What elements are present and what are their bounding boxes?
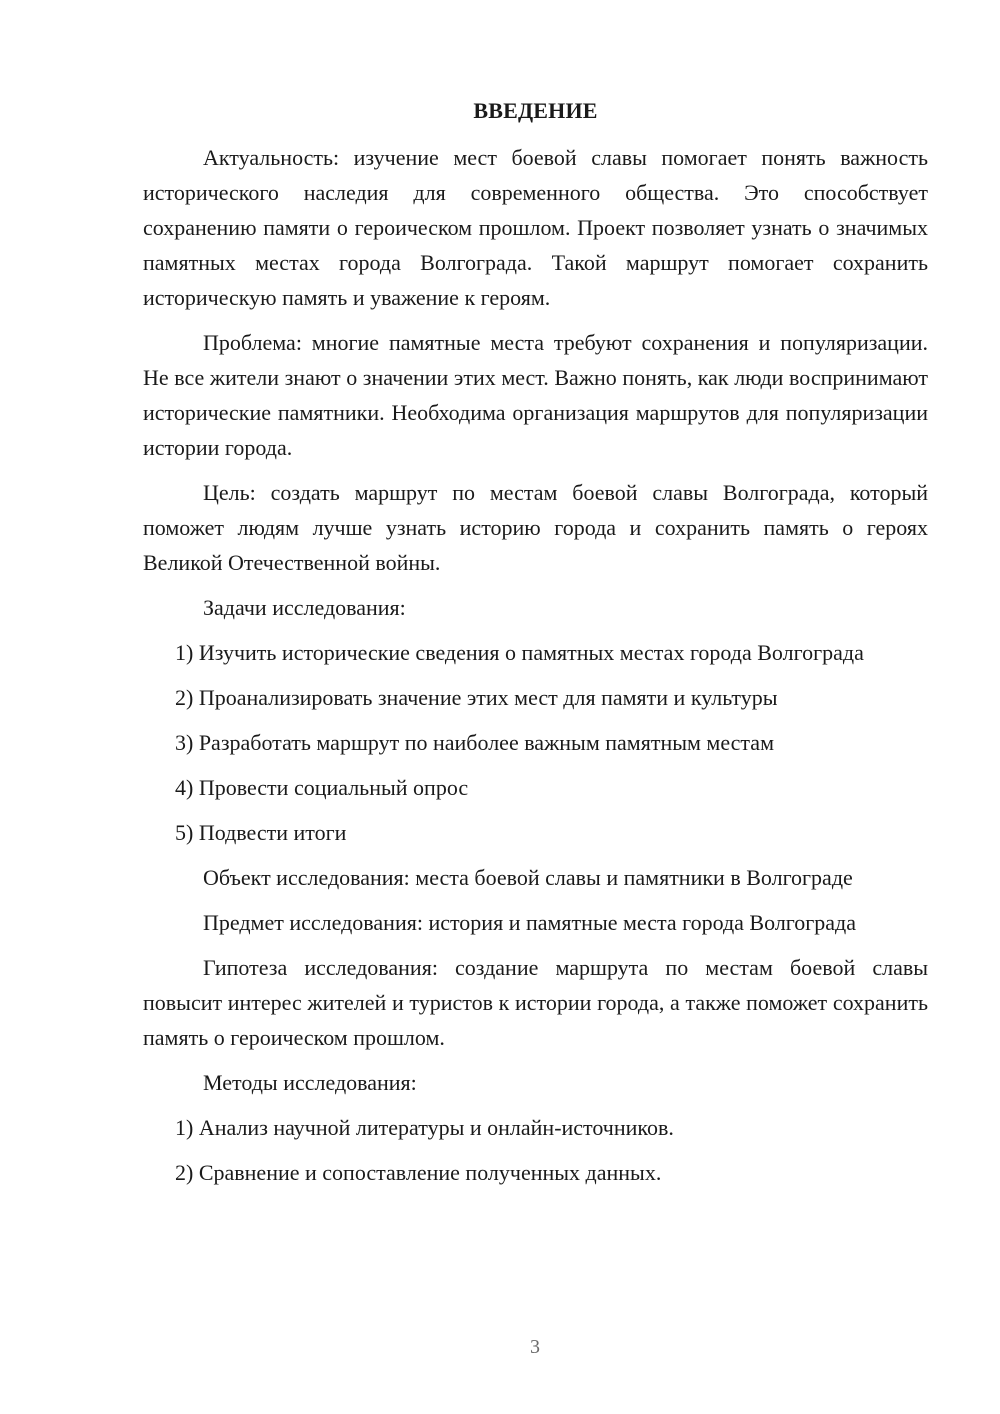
page-number: 3 [530,1336,540,1358]
method-item-1: 1) Анализ научной литературы и онлайн-источников. [175,1115,674,1140]
hypothesis-paragraph: Гипотеза исследования: создание маршрута по местам боевой славы повысит интерес жителей и туристов к истории города, а также поможет сохранить память о героическом прошлом. [143,955,928,1050]
task-item-1: 1) Изучить исторические сведения о памятных местах города Волгограда [175,640,864,665]
page-title: ВВЕДЕНИЕ [473,98,598,123]
page-content [143,96,928,1200]
object-paragraph: Объект исследования: места боевой славы и памятники в Волгограде [203,865,853,890]
subject-paragraph: Предмет исследования: история и памятные места города Волгограда [203,910,857,935]
goal-paragraph: Цель: создать маршрут по местам боевой славы Волгограда, который поможет людям лучше узнать историю города и сохранить память о героях Великой Отечественной войны. [143,480,928,575]
task-item-4: 4) Провести социальный опрос [175,775,469,800]
task-item-2: 2) Проанализировать значение этих мест для памяти и культуры [175,685,778,710]
method-item-2: 2) Сравнение и сопоставление полученных данных. [175,1160,662,1185]
relevance-paragraph: Актуальность: изучение мест боевой славы помогает понять важность исторического наследия для современного общества. Это способствует сохранению памяти о героическом прошлом. Проект позволяет узнать о значимых памятных местах города Волгограда. Такой маршрут помогает сохранить историческую память и уважение к героям. [143,145,928,310]
problem-paragraph: Проблема: многие памятные места требуют сохранения и популяризации. Не все жители знают о значении этих мест. Важно понять, как люди воспринимают исторические памятники. Необходима организация маршрутов для популяризации истории города. [143,330,928,460]
task-item-5: 5) Подвести итоги [175,820,347,845]
methods-heading: Методы исследования: [203,1070,417,1095]
task-item-3: 3) Разработать маршрут по наиболее важным памятным местам [175,730,774,755]
tasks-heading: Задачи исследования: [203,595,406,620]
